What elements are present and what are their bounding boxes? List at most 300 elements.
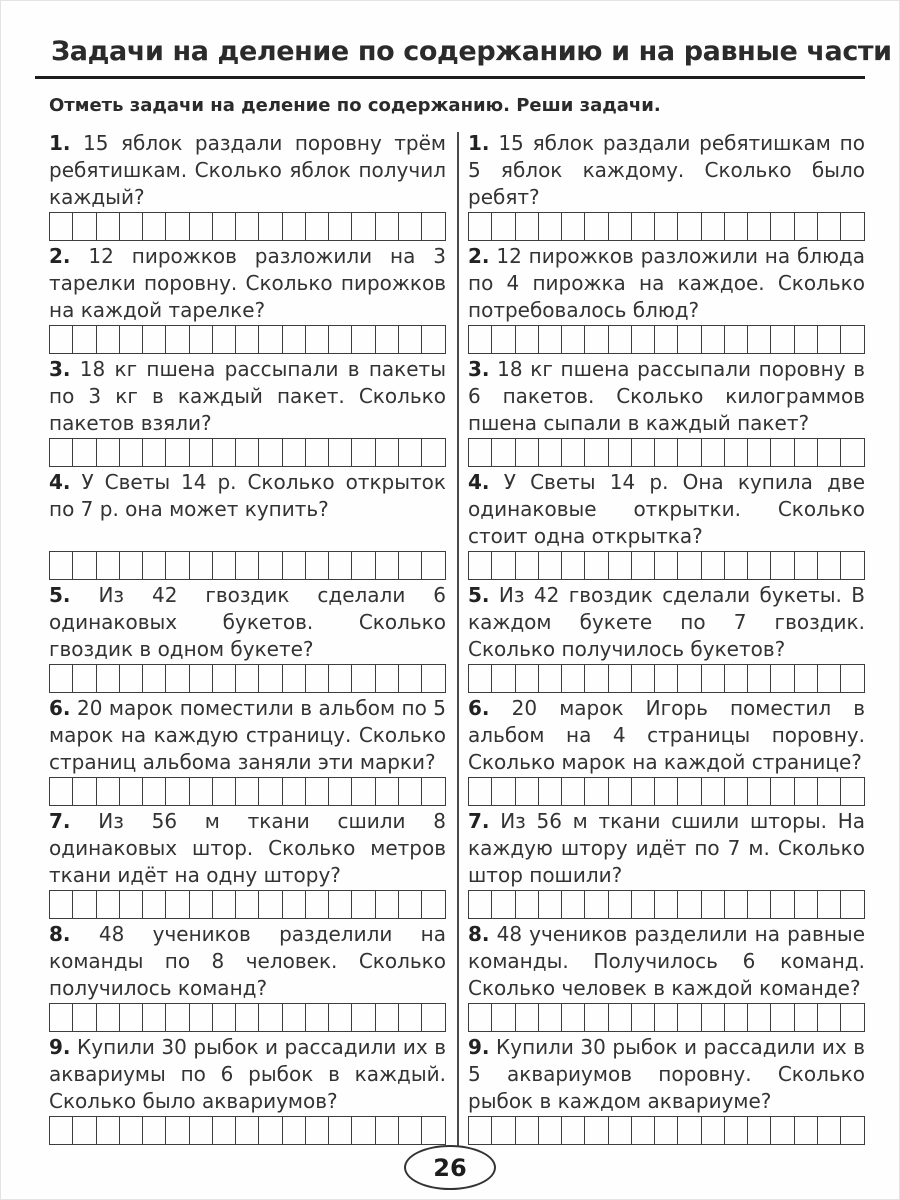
answer-cell[interactable]	[794, 212, 819, 241]
answer-cell[interactable]	[724, 212, 749, 241]
answer-cell[interactable]	[305, 438, 330, 467]
answer-cell[interactable]	[119, 212, 144, 241]
answer-cell[interactable]	[538, 664, 563, 693]
answer-cell[interactable]	[817, 777, 842, 806]
answer-cell[interactable]	[351, 1116, 376, 1145]
answer-cell[interactable]	[282, 212, 307, 241]
answer-cell[interactable]	[584, 551, 609, 580]
answer-cell[interactable]	[677, 438, 702, 467]
answer-cell[interactable]	[142, 551, 167, 580]
answer-cell[interactable]	[142, 212, 167, 241]
answer-cell[interactable]	[538, 212, 563, 241]
answer-cell[interactable]	[677, 325, 702, 354]
answer-cell[interactable]	[212, 212, 237, 241]
answer-cell[interactable]	[561, 890, 586, 919]
answer-cell[interactable]	[794, 1003, 819, 1032]
answer-cell[interactable]	[701, 212, 726, 241]
answer-cell[interactable]	[212, 551, 237, 580]
answer-cell[interactable]	[375, 890, 400, 919]
answer-cell[interactable]	[328, 1116, 353, 1145]
answer-cell[interactable]	[654, 438, 679, 467]
answer-cell[interactable]	[584, 325, 609, 354]
answer-cell[interactable]	[282, 325, 307, 354]
answer-cell[interactable]	[421, 212, 446, 241]
answer-cell[interactable]	[72, 1116, 97, 1145]
answer-cell[interactable]	[258, 212, 283, 241]
answer-cell[interactable]	[608, 1003, 633, 1032]
answer-cell[interactable]	[96, 1003, 121, 1032]
answer-cell[interactable]	[96, 890, 121, 919]
answer-cell[interactable]	[119, 777, 144, 806]
answer-cell[interactable]	[165, 325, 190, 354]
answer-cell[interactable]	[421, 1116, 446, 1145]
answer-cell[interactable]	[817, 212, 842, 241]
answer-cell[interactable]	[375, 1003, 400, 1032]
answer-cell[interactable]	[515, 1116, 540, 1145]
answer-cell[interactable]	[515, 325, 540, 354]
answer-cell[interactable]	[96, 438, 121, 467]
answer-cell[interactable]	[561, 212, 586, 241]
answer-cell[interactable]	[258, 438, 283, 467]
answer-cell[interactable]	[212, 890, 237, 919]
answer-cell[interactable]	[49, 890, 74, 919]
answer-cell[interactable]	[724, 438, 749, 467]
answer-cell[interactable]	[584, 890, 609, 919]
answer-cell[interactable]	[747, 325, 772, 354]
answer-cell[interactable]	[654, 212, 679, 241]
answer-cell[interactable]	[328, 438, 353, 467]
answer-cell[interactable]	[165, 1116, 190, 1145]
answer-cell[interactable]	[770, 325, 795, 354]
answer-cell[interactable]	[561, 664, 586, 693]
answer-cell[interactable]	[840, 664, 865, 693]
answer-cell[interactable]	[608, 664, 633, 693]
answer-cell[interactable]	[351, 551, 376, 580]
answer-cell[interactable]	[119, 664, 144, 693]
answer-cell[interactable]	[398, 438, 423, 467]
answer-cell[interactable]	[794, 890, 819, 919]
answer-cell[interactable]	[631, 777, 656, 806]
answer-cell[interactable]	[398, 1003, 423, 1032]
answer-cell[interactable]	[235, 1003, 260, 1032]
answer-cell[interactable]	[770, 890, 795, 919]
answer-cell[interactable]	[840, 325, 865, 354]
answer-cell[interactable]	[49, 1116, 74, 1145]
answer-cell[interactable]	[817, 551, 842, 580]
answer-cell[interactable]	[235, 777, 260, 806]
answer-cell[interactable]	[608, 325, 633, 354]
answer-cell[interactable]	[561, 325, 586, 354]
answer-cell[interactable]	[468, 551, 493, 580]
answer-cell[interactable]	[770, 212, 795, 241]
answer-cell[interactable]	[840, 551, 865, 580]
answer-cell[interactable]	[165, 890, 190, 919]
answer-cell[interactable]	[515, 1003, 540, 1032]
answer-cell[interactable]	[421, 325, 446, 354]
answer-cell[interactable]	[584, 664, 609, 693]
answer-cell[interactable]	[351, 777, 376, 806]
answer-cell[interactable]	[305, 212, 330, 241]
answer-cell[interactable]	[96, 551, 121, 580]
answer-cell[interactable]	[189, 1116, 214, 1145]
answer-cell[interactable]	[538, 1116, 563, 1145]
answer-cell[interactable]	[258, 325, 283, 354]
answer-cell[interactable]	[840, 1116, 865, 1145]
answer-cell[interactable]	[794, 551, 819, 580]
answer-cell[interactable]	[608, 212, 633, 241]
answer-cell[interactable]	[142, 664, 167, 693]
answer-cell[interactable]	[561, 1116, 586, 1145]
answer-cell[interactable]	[119, 325, 144, 354]
answer-cell[interactable]	[817, 325, 842, 354]
answer-cell[interactable]	[375, 438, 400, 467]
answer-cell[interactable]	[398, 212, 423, 241]
answer-cell[interactable]	[421, 551, 446, 580]
answer-cell[interactable]	[328, 212, 353, 241]
answer-cell[interactable]	[468, 1003, 493, 1032]
answer-cell[interactable]	[817, 1003, 842, 1032]
answer-cell[interactable]	[72, 212, 97, 241]
answer-cell[interactable]	[770, 1116, 795, 1145]
answer-cell[interactable]	[747, 212, 772, 241]
answer-cell[interactable]	[677, 1116, 702, 1145]
answer-cell[interactable]	[654, 1116, 679, 1145]
answer-cell[interactable]	[747, 777, 772, 806]
answer-cell[interactable]	[538, 777, 563, 806]
answer-cell[interactable]	[631, 1116, 656, 1145]
answer-cell[interactable]	[96, 777, 121, 806]
answer-cell[interactable]	[491, 212, 516, 241]
answer-cell[interactable]	[701, 325, 726, 354]
answer-cell[interactable]	[305, 1116, 330, 1145]
answer-cell[interactable]	[724, 664, 749, 693]
answer-cell[interactable]	[701, 1116, 726, 1145]
answer-cell[interactable]	[491, 890, 516, 919]
answer-cell[interactable]	[49, 664, 74, 693]
answer-cell[interactable]	[351, 1003, 376, 1032]
answer-cell[interactable]	[794, 438, 819, 467]
answer-cell[interactable]	[468, 212, 493, 241]
answer-cell[interactable]	[654, 551, 679, 580]
answer-cell[interactable]	[305, 664, 330, 693]
answer-cell[interactable]	[49, 551, 74, 580]
answer-cell[interactable]	[189, 1003, 214, 1032]
answer-cell[interactable]	[49, 777, 74, 806]
answer-cell[interactable]	[608, 438, 633, 467]
answer-cell[interactable]	[468, 664, 493, 693]
answer-cell[interactable]	[538, 438, 563, 467]
answer-cell[interactable]	[770, 1003, 795, 1032]
answer-cell[interactable]	[282, 551, 307, 580]
answer-cell[interactable]	[701, 1003, 726, 1032]
answer-cell[interactable]	[398, 1116, 423, 1145]
answer-cell[interactable]	[72, 1003, 97, 1032]
answer-cell[interactable]	[142, 325, 167, 354]
answer-cell[interactable]	[421, 890, 446, 919]
answer-cell[interactable]	[491, 325, 516, 354]
answer-cell[interactable]	[351, 664, 376, 693]
answer-cell[interactable]	[840, 777, 865, 806]
answer-cell[interactable]	[189, 777, 214, 806]
answer-cell[interactable]	[515, 212, 540, 241]
answer-cell[interactable]	[701, 551, 726, 580]
answer-cell[interactable]	[584, 1116, 609, 1145]
answer-cell[interactable]	[538, 325, 563, 354]
answer-cell[interactable]	[212, 325, 237, 354]
answer-cell[interactable]	[305, 890, 330, 919]
answer-cell[interactable]	[515, 438, 540, 467]
answer-cell[interactable]	[515, 777, 540, 806]
answer-cell[interactable]	[701, 664, 726, 693]
answer-cell[interactable]	[654, 777, 679, 806]
answer-cell[interactable]	[328, 551, 353, 580]
answer-cell[interactable]	[468, 1116, 493, 1145]
answer-cell[interactable]	[677, 212, 702, 241]
answer-cell[interactable]	[375, 325, 400, 354]
answer-cell[interactable]	[142, 1116, 167, 1145]
answer-cell[interactable]	[770, 551, 795, 580]
answer-cell[interactable]	[165, 1003, 190, 1032]
answer-cell[interactable]	[212, 438, 237, 467]
answer-cell[interactable]	[72, 890, 97, 919]
answer-cell[interactable]	[258, 551, 283, 580]
answer-cell[interactable]	[49, 438, 74, 467]
answer-cell[interactable]	[677, 777, 702, 806]
answer-cell[interactable]	[351, 325, 376, 354]
answer-cell[interactable]	[375, 551, 400, 580]
answer-cell[interactable]	[398, 890, 423, 919]
answer-cell[interactable]	[840, 1003, 865, 1032]
answer-cell[interactable]	[282, 777, 307, 806]
answer-cell[interactable]	[677, 551, 702, 580]
answer-cell[interactable]	[491, 551, 516, 580]
answer-cell[interactable]	[794, 664, 819, 693]
answer-cell[interactable]	[631, 438, 656, 467]
answer-cell[interactable]	[375, 1116, 400, 1145]
answer-cell[interactable]	[608, 890, 633, 919]
answer-cell[interactable]	[421, 1003, 446, 1032]
answer-cell[interactable]	[584, 212, 609, 241]
answer-cell[interactable]	[747, 890, 772, 919]
answer-cell[interactable]	[398, 664, 423, 693]
answer-cell[interactable]	[770, 777, 795, 806]
answer-cell[interactable]	[631, 551, 656, 580]
answer-cell[interactable]	[235, 325, 260, 354]
answer-cell[interactable]	[561, 551, 586, 580]
answer-cell[interactable]	[305, 1003, 330, 1032]
answer-cell[interactable]	[165, 777, 190, 806]
answer-cell[interactable]	[701, 777, 726, 806]
answer-cell[interactable]	[794, 325, 819, 354]
answer-cell[interactable]	[328, 1003, 353, 1032]
answer-cell[interactable]	[677, 1003, 702, 1032]
answer-cell[interactable]	[677, 890, 702, 919]
answer-cell[interactable]	[538, 551, 563, 580]
answer-cell[interactable]	[165, 664, 190, 693]
answer-cell[interactable]	[515, 664, 540, 693]
answer-cell[interactable]	[770, 664, 795, 693]
answer-cell[interactable]	[491, 1116, 516, 1145]
answer-cell[interactable]	[840, 212, 865, 241]
answer-cell[interactable]	[235, 551, 260, 580]
answer-cell[interactable]	[538, 890, 563, 919]
answer-cell[interactable]	[49, 325, 74, 354]
answer-cell[interactable]	[142, 1003, 167, 1032]
answer-cell[interactable]	[608, 1116, 633, 1145]
answer-cell[interactable]	[747, 438, 772, 467]
answer-cell[interactable]	[747, 1003, 772, 1032]
answer-cell[interactable]	[724, 777, 749, 806]
answer-cell[interactable]	[119, 1116, 144, 1145]
answer-cell[interactable]	[119, 1003, 144, 1032]
answer-cell[interactable]	[747, 1116, 772, 1145]
answer-cell[interactable]	[677, 664, 702, 693]
answer-cell[interactable]	[96, 212, 121, 241]
answer-cell[interactable]	[258, 777, 283, 806]
answer-cell[interactable]	[491, 438, 516, 467]
answer-cell[interactable]	[119, 438, 144, 467]
answer-cell[interactable]	[398, 777, 423, 806]
answer-cell[interactable]	[631, 664, 656, 693]
answer-cell[interactable]	[794, 1116, 819, 1145]
answer-cell[interactable]	[770, 438, 795, 467]
answer-cell[interactable]	[724, 1116, 749, 1145]
answer-cell[interactable]	[305, 325, 330, 354]
answer-cell[interactable]	[654, 1003, 679, 1032]
answer-cell[interactable]	[724, 890, 749, 919]
answer-cell[interactable]	[49, 1003, 74, 1032]
answer-cell[interactable]	[328, 890, 353, 919]
answer-cell[interactable]	[258, 1003, 283, 1032]
answer-cell[interactable]	[189, 438, 214, 467]
answer-cell[interactable]	[328, 664, 353, 693]
answer-cell[interactable]	[328, 325, 353, 354]
answer-cell[interactable]	[96, 325, 121, 354]
answer-cell[interactable]	[119, 890, 144, 919]
answer-cell[interactable]	[96, 664, 121, 693]
answer-cell[interactable]	[747, 551, 772, 580]
answer-cell[interactable]	[468, 777, 493, 806]
answer-cell[interactable]	[189, 664, 214, 693]
answer-cell[interactable]	[212, 664, 237, 693]
answer-cell[interactable]	[142, 777, 167, 806]
answer-cell[interactable]	[515, 890, 540, 919]
answer-cell[interactable]	[817, 438, 842, 467]
answer-cell[interactable]	[631, 212, 656, 241]
answer-cell[interactable]	[468, 325, 493, 354]
answer-cell[interactable]	[72, 438, 97, 467]
answer-cell[interactable]	[212, 1116, 237, 1145]
answer-cell[interactable]	[212, 777, 237, 806]
answer-cell[interactable]	[375, 212, 400, 241]
answer-cell[interactable]	[328, 777, 353, 806]
answer-cell[interactable]	[282, 1003, 307, 1032]
answer-cell[interactable]	[631, 890, 656, 919]
answer-cell[interactable]	[421, 438, 446, 467]
answer-cell[interactable]	[561, 438, 586, 467]
answer-cell[interactable]	[398, 551, 423, 580]
answer-cell[interactable]	[72, 325, 97, 354]
answer-cell[interactable]	[375, 664, 400, 693]
answer-cell[interactable]	[351, 890, 376, 919]
answer-cell[interactable]	[235, 890, 260, 919]
answer-cell[interactable]	[747, 664, 772, 693]
answer-cell[interactable]	[584, 777, 609, 806]
answer-cell[interactable]	[375, 777, 400, 806]
answer-cell[interactable]	[305, 551, 330, 580]
answer-cell[interactable]	[142, 890, 167, 919]
answer-cell[interactable]	[491, 664, 516, 693]
answer-cell[interactable]	[840, 438, 865, 467]
answer-cell[interactable]	[515, 551, 540, 580]
answer-cell[interactable]	[305, 777, 330, 806]
answer-cell[interactable]	[189, 325, 214, 354]
answer-cell[interactable]	[608, 777, 633, 806]
answer-cell[interactable]	[817, 890, 842, 919]
answer-cell[interactable]	[538, 1003, 563, 1032]
answer-cell[interactable]	[584, 438, 609, 467]
answer-cell[interactable]	[701, 438, 726, 467]
answer-cell[interactable]	[491, 777, 516, 806]
answer-cell[interactable]	[491, 1003, 516, 1032]
answer-cell[interactable]	[701, 890, 726, 919]
answer-cell[interactable]	[72, 777, 97, 806]
answer-cell[interactable]	[189, 551, 214, 580]
answer-cell[interactable]	[840, 890, 865, 919]
answer-cell[interactable]	[119, 551, 144, 580]
answer-cell[interactable]	[258, 890, 283, 919]
answer-cell[interactable]	[584, 1003, 609, 1032]
answer-cell[interactable]	[212, 1003, 237, 1032]
answer-cell[interactable]	[189, 890, 214, 919]
answer-cell[interactable]	[72, 664, 97, 693]
answer-cell[interactable]	[631, 325, 656, 354]
answer-cell[interactable]	[608, 551, 633, 580]
answer-cell[interactable]	[421, 664, 446, 693]
answer-cell[interactable]	[654, 325, 679, 354]
answer-cell[interactable]	[72, 551, 97, 580]
answer-cell[interactable]	[282, 664, 307, 693]
answer-cell[interactable]	[724, 1003, 749, 1032]
answer-cell[interactable]	[421, 777, 446, 806]
answer-cell[interactable]	[282, 438, 307, 467]
answer-cell[interactable]	[165, 438, 190, 467]
answer-cell[interactable]	[561, 777, 586, 806]
answer-cell[interactable]	[724, 551, 749, 580]
answer-cell[interactable]	[235, 1116, 260, 1145]
answer-cell[interactable]	[817, 664, 842, 693]
answer-cell[interactable]	[142, 438, 167, 467]
answer-cell[interactable]	[654, 664, 679, 693]
answer-cell[interactable]	[165, 551, 190, 580]
answer-cell[interactable]	[631, 1003, 656, 1032]
answer-cell[interactable]	[468, 890, 493, 919]
answer-cell[interactable]	[282, 890, 307, 919]
answer-cell[interactable]	[817, 1116, 842, 1145]
answer-cell[interactable]	[96, 1116, 121, 1145]
answer-cell[interactable]	[165, 212, 190, 241]
answer-cell[interactable]	[468, 438, 493, 467]
answer-cell[interactable]	[258, 664, 283, 693]
answer-cell[interactable]	[282, 1116, 307, 1145]
answer-cell[interactable]	[724, 325, 749, 354]
answer-cell[interactable]	[49, 212, 74, 241]
answer-cell[interactable]	[235, 664, 260, 693]
answer-cell[interactable]	[235, 438, 260, 467]
answer-cell[interactable]	[351, 438, 376, 467]
answer-cell[interactable]	[258, 1116, 283, 1145]
answer-cell[interactable]	[398, 325, 423, 354]
